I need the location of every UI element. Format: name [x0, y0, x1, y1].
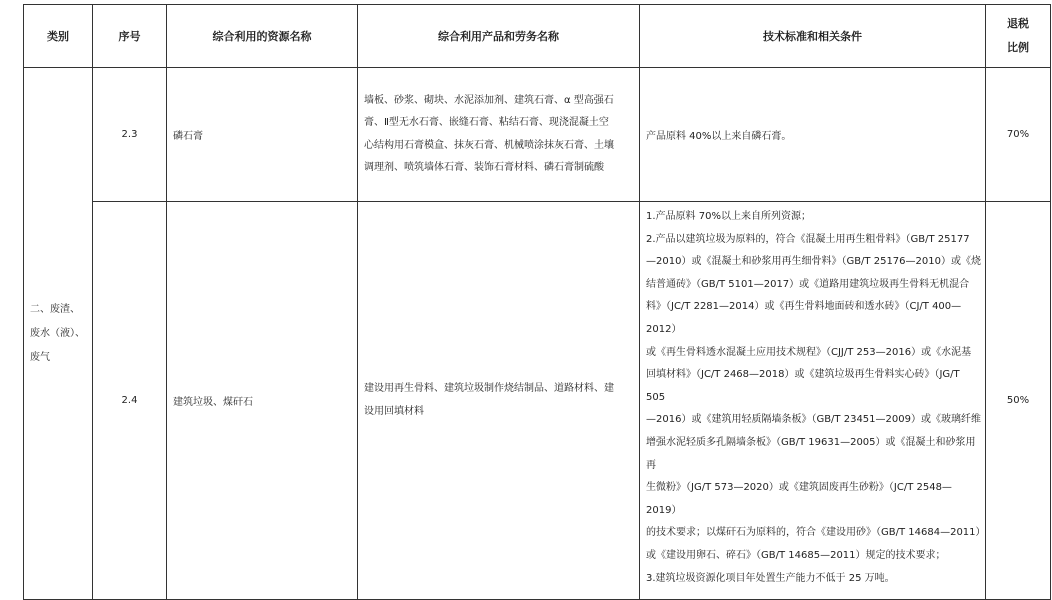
tech-line: 产品原料 40%以上来自磷石膏。	[646, 131, 792, 142]
table-row	[24, 202, 1051, 600]
seq-cell: 2.4	[93, 202, 167, 600]
table-row	[24, 68, 1051, 202]
category-line: 二、废渣、	[30, 303, 80, 315]
tech-line: 的技术要求；以煤矸石为原料的，符合《建设用砂》（GB/T 14684—2011）	[646, 527, 986, 539]
product-line: 膏、Ⅱ型无水石膏、嵌缝石膏、粘结石膏、现浇混凝土空	[364, 117, 609, 128]
products-cell	[358, 68, 640, 202]
header-seq: 序号	[93, 5, 167, 68]
header-ratio-line2: 比例	[1007, 41, 1029, 54]
products-cell	[358, 202, 640, 600]
product-line: 墙板、砂浆、砌块、水泥添加剂、建筑石膏、α 型高强石	[364, 94, 614, 106]
product-line: 心结构用石膏模盒、抹灰石膏、机械喷涂抹灰石膏、土壤	[364, 139, 614, 151]
product-line: 设用回填材料	[364, 405, 424, 417]
header-category: 类别	[24, 5, 93, 68]
header-ratio	[986, 5, 1051, 68]
category-line: 废气	[30, 351, 50, 363]
tech-line: 3.建筑垃圾资源化项目年处置生产能力不低于 25 万吨。	[646, 572, 895, 584]
category-cell	[24, 68, 93, 600]
product-line: 建设用再生骨料、建筑垃圾制作烧结制品、道路材料、建	[364, 383, 614, 394]
header-products: 综合利用产品和劳务名称	[358, 5, 640, 68]
ratio-cell: 70%	[986, 68, 1051, 202]
tech-line: 或《建设用卵石、碎石》（GB/T 14685—2011）规定的技术要求；	[646, 549, 946, 561]
tech-line: 或《再生骨料透水混凝土应用技术规程》（CJJ/T 253—2016）或《水泥基	[646, 346, 972, 358]
resource-cell: 建筑垃圾、煤矸石	[167, 202, 358, 600]
tech-line: —2016）或《建筑用轻质隔墙条板》（GB/T 23451—2009）或《玻璃纤维	[646, 414, 981, 426]
tech-line: —2010）或《混凝土和砂浆用再生细骨料》（GB/T 25176—2010）或《烧	[646, 256, 981, 268]
header-tech: 技术标准和相关条件	[640, 5, 986, 68]
tech-line: 回填材料》（JC/T 2468—2018）或《建筑垃圾再生骨料实心砖》（JG/T 505	[646, 369, 960, 403]
seq-cell: 2.3	[93, 68, 167, 202]
header-row	[24, 5, 1051, 68]
header-ratio-line1: 退税	[1007, 17, 1029, 30]
tech-line: 结普通砖》（GB/T 5101—2017）或《道路用建筑垃圾再生骨料无机混合	[646, 278, 970, 290]
tech-cell	[640, 68, 986, 202]
tech-line: 1.产品原料 70%以上来自所列资源；	[646, 211, 811, 222]
resource-cell: 磷石膏	[167, 68, 358, 202]
category-line: 废水（液）、	[30, 327, 85, 339]
tech-line: 料》（JC/T 2281—2014）或《再生骨料地面砖和透水砖》（CJ/T 400—2012）	[646, 301, 962, 335]
tech-cell	[640, 202, 986, 600]
header-resource: 综合利用的资源名称	[167, 5, 358, 68]
tech-line: 生微粉》（JG/T 573—2020）或《建筑固废再生砂粉》（JC/T 2548—2019）	[646, 482, 952, 516]
tech-line: 增强水泥轻质多孔隔墙条板》（GB/T 19631—2005）或《混凝土和砂浆用再	[646, 436, 976, 471]
tax-refund-table	[23, 4, 1051, 600]
ratio-cell: 50%	[986, 202, 1051, 600]
product-line: 调理剂、喷筑墙体石膏、装饰石膏材料、磷石膏制硫酸	[364, 162, 604, 173]
tech-line: 2.产品以建筑垃圾为原料的，符合《混凝土用再生粗骨料》（GB/T 25177	[646, 233, 970, 245]
